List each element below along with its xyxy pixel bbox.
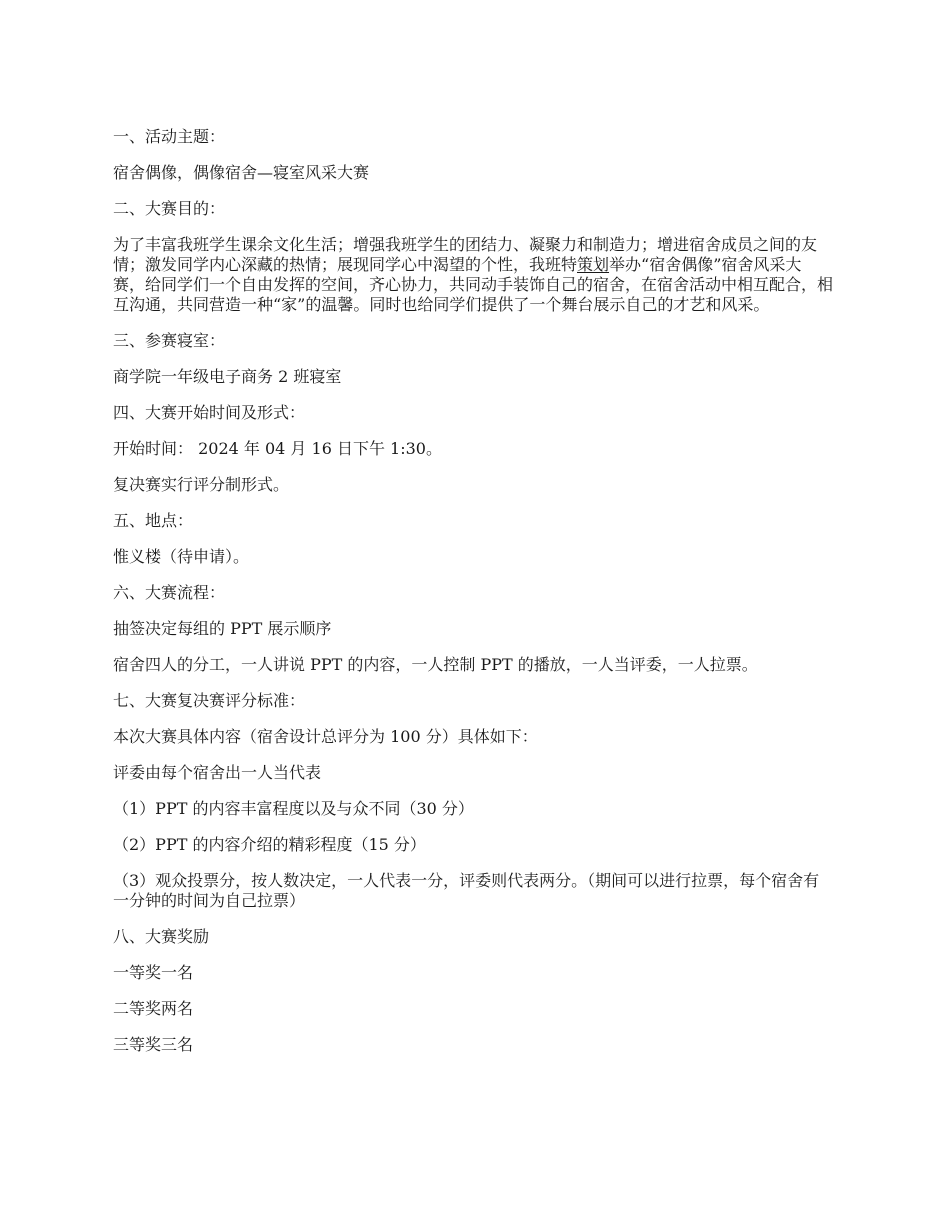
document-body	[113, 127, 833, 1071]
section-heading-scoring: 七、大赛复决赛评分标准：	[113, 691, 306, 710]
purpose-text-part1: 为了丰富我班学生课余文化生活；增强我班学生的团结力、凝聚力和制造力；增进宿舍成员之间的友情；激发同学内心深藏的热情；展现同学心中渴望的个性，我班特	[113, 235, 818, 274]
dorms-text: 商学院一年级电子商务 2 班寝室	[113, 367, 342, 386]
start-time-text: 开始时间： 2024 年 04 月 16 日下午 1:30。	[113, 439, 442, 458]
scoring-item-3: （3）观众投票分，按人数决定，一人代表一分，评委则代表两分。（期间可以进行拉票，每个宿舍有一分钟的时间为自己拉票）	[113, 871, 820, 910]
section-heading-location: 五、地点：	[113, 511, 194, 530]
section-heading-awards: 八、大赛奖励	[113, 927, 210, 946]
section-heading-dorms: 三、参赛寝室：	[113, 331, 226, 350]
purpose-paragraph	[113, 235, 833, 315]
scoring-item-2: （2）PPT 的内容介绍的精彩程度（15 分）	[113, 835, 426, 854]
format-text: 复决赛实行评分制形式。	[113, 475, 290, 494]
section-heading-theme: 一、活动主题：	[113, 127, 226, 146]
scoring-item-1: （1）PPT 的内容丰富程度以及与众不同（30 分）	[113, 799, 474, 818]
scoring-intro: 本次大赛具体内容（宿舍设计总评分为 100 分）具体如下：	[113, 727, 538, 746]
section-heading-time: 四、大赛开始时间及形式：	[113, 403, 306, 422]
section-heading-purpose: 二、大赛目的：	[113, 199, 226, 218]
scoring-judges: 评委由每个宿舍出一人当代表	[113, 763, 322, 782]
award-item-2: 二等奖两名	[113, 999, 194, 1018]
purpose-link[interactable]: 策划	[577, 255, 610, 274]
section-heading-process: 六、大赛流程：	[113, 583, 226, 602]
award-item-3: 三等奖三名	[113, 1035, 194, 1054]
location-text: 惟义楼（待申请）。	[113, 547, 250, 566]
process-item-2: 宿舍四人的分工，一人讲说 PPT 的内容，一人控制 PPT 的播放，一人当评委，一人拉票。	[113, 655, 758, 674]
purpose-text-part2: 举办“宿舍偶像”宿舍风采大赛，给同学们一个自由发挥的空间，齐心协力，共同动手装饰自己的宿舍，在宿舍活动中相互配合，相互沟通，共同营造一种“家”的温馨。同时也给同学们提供了一个舞台展示自己的才艺和风采。	[113, 255, 834, 314]
theme-text: 宿舍偶像，偶像宿舍—寝室风采大赛	[113, 163, 370, 182]
process-item-1: 抽签决定每组的 PPT 展示顺序	[113, 619, 332, 638]
award-item-1: 一等奖一名	[113, 963, 194, 982]
